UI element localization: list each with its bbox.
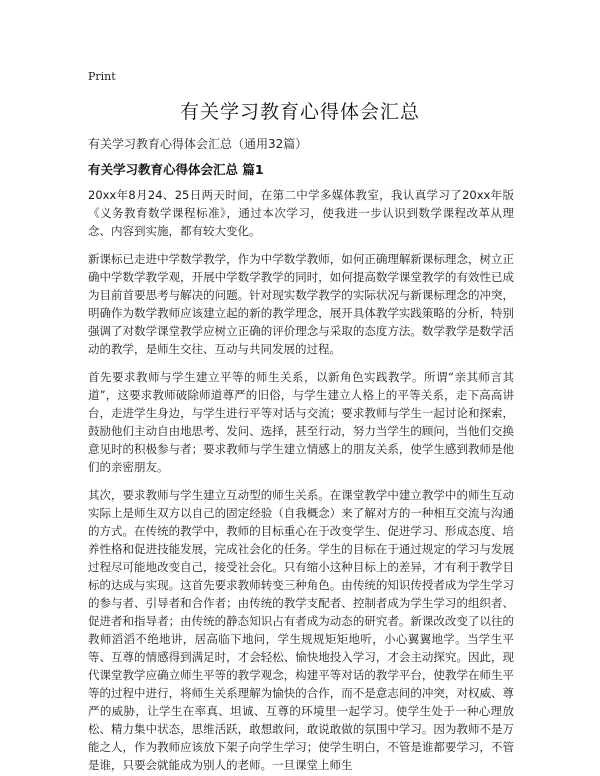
paragraph: 新课标已走进中学数学教学，作为中学数学教师，如何正确理解新课标理念，树立正确中学数学教学观，开展中学数学教学的同时，如何提高数学课堂教学的有效性已成为目前首要思考与解决的问题。针对现实数学教学的实际状况与新课标理念的冲突，明确作为数学教师应该建立起的新的教学理念，展开具体教学实践策略的分析，特别强调了对数学课堂教学应树立正确的评价理念与采取的态度方法。数学教学是数学活动的教学，是师生交往、互动与共同发展的过程。	[88, 252, 514, 356]
paragraph: 首先要求教师与学生建立平等的师生关系，以新角色实践教学。所谓“亲其师言其道”，这要求教师破除师道尊严的旧俗，与学生建立人格上的平等关系，走下高高讲台，走进学生身边，与学生进行平等对话与交流；要求教师与学生一起讨论和探索，鼓励他们主动自由地思考、发问、选择，甚至行动，努力当学生的顾问，当他们交换意见时的积极参与者；要求教师与学生建立情感上的朋友关系，使学生感到教师是他们的亲密朋友。	[88, 370, 514, 474]
section-heading: 有关学习教育心得体会汇总 篇1	[88, 162, 264, 177]
paragraph: 20xx年8月24、25日两天时间，在第二中学多媒体教室，我认真学习了20xx年版《义务教育数学课程标准》，通过本次学习，使我进一步认识到数学课程改革从理念、内容到实施，都有较大变化。	[88, 188, 514, 238]
document-body	[88, 186, 514, 776]
print-link[interactable]: Print	[88, 70, 116, 83]
paragraph: 其次，要求教师与学生建立互动型的师生关系。在课堂教学中建立教学中的师生互动实际上是师生双方以自己的固定经验（自我概念）来了解对方的一种相互交流与沟通的方式。在传统的教学中，教师的目标重心在于改变学生、促进学习、形成态度、培养性格和促进技能发展，完成社会化的任务。学生的目标在于通过规定的学习与发展过程尽可能地改变自己，接受社会化。只有缩小这种目标上的差异，才有利于教学目标的达成与实现。这首先要求教师转变三种角色。由传统的知识传授者成为学生学习的参与者、引导者和合作者；由传统的教学支配者、控制者成为学生学习的组织者、促进者和指导者；由传统的静态知识占有者成为动态的研究者。新课改改变了以往的教师滔滔不绝地讲，居高临下地问，学生规规矩矩地听，小心翼翼地学。当学生平等、互尊的情感得到满足时，才会轻松、愉快地投入学习，才会主动探究。因此，现代课堂教学应确立师生平等的教学观念，构建平等对话的教学平台，使教学在师生平等的过程中进行，将师生关系理解为愉快的合作，而不是意志间的冲突，对权威、尊严的威胁，让学生在率真、坦诚、互尊的环境里一起学习。使学生处于一种心理放松、精力集中状态，思维活跃，敢想敢问，敢说敢做的氛围中学习。因为教师不是万能之人，作为教师应该放下架子向学生学习；使学生明白，不管是谁都要学习，不管是谁，只要会就能成为别人的老师。一旦课堂上师生	[88, 488, 514, 772]
document-subtitle: 有关学习教育心得体会汇总（通用32篇）	[88, 137, 308, 151]
document-title: 有关学习教育心得体会汇总	[179, 101, 420, 123]
